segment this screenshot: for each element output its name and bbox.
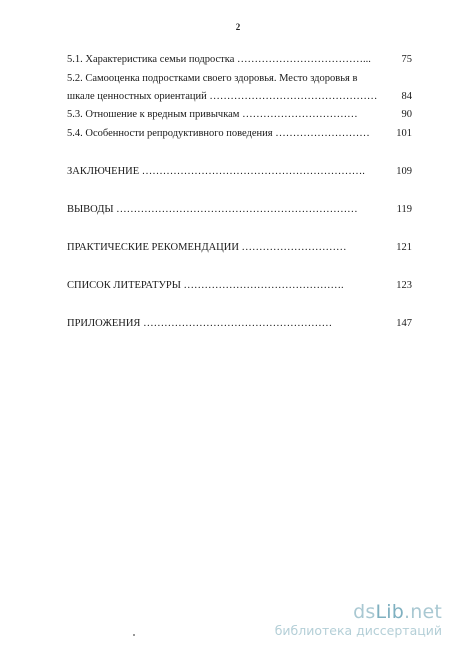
toc-entry-title: 5.4. Особенности репродуктивного поведения ……………………… — [67, 128, 370, 139]
page-number: 2 — [235, 22, 241, 32]
toc-entry-page: 147 — [396, 318, 412, 329]
toc-entry-title: шкале ценностных ориентаций ………………………………………… — [67, 91, 378, 102]
toc-entry-page: 101 — [396, 128, 412, 139]
toc-entry-page: 75 — [401, 54, 412, 65]
toc-entry-appendices — [67, 316, 412, 332]
toc-entry-page: 90 — [401, 109, 412, 120]
watermark-brand-net: .net — [403, 601, 442, 623]
scan-speck — [133, 634, 135, 636]
toc-entry-title: СПИСОК ЛИТЕРАТУРЫ ………………………………………. — [67, 280, 344, 291]
toc-entry-page: 109 — [396, 166, 412, 177]
toc-entry-title: ПРАКТИЧЕСКИЕ РЕКОМЕНДАЦИИ ………………………… — [67, 242, 347, 253]
toc-entry-title: 5.1. Характеристика семьи подростка ………………………………... — [67, 54, 371, 65]
toc-entry-title: ПРИЛОЖЕНИЯ ……………………………………………… — [67, 318, 333, 329]
toc-entry-title: ЗАКЛЮЧЕНИЕ ………………………………………………………. — [67, 166, 365, 177]
toc-entry-recommendations — [67, 240, 412, 256]
watermark-brand-lib: Lib — [375, 601, 404, 623]
toc-entry-page: 84 — [401, 91, 412, 102]
toc-entry — [67, 52, 412, 68]
watermark-brand-ds: ds — [353, 601, 376, 623]
toc-entry-conclusion — [67, 164, 412, 180]
watermark-tagline: библиотека диссертаций — [274, 623, 442, 638]
toc-entry — [67, 107, 412, 123]
toc-entry-title: ВЫВОДЫ …………………………………………………………… — [67, 204, 358, 215]
toc-entry-title: 5.3. Отношение к вредным привычкам …………………………… — [67, 109, 358, 120]
toc-entry-references — [67, 278, 412, 294]
watermark-logo — [275, 601, 442, 623]
toc-entry-page: 121 — [396, 242, 412, 253]
toc-entry-continuation — [67, 89, 412, 105]
toc-entry-page: 123 — [396, 280, 412, 291]
toc-entry-title: 5.2. Самооценка подростками своего здоровья. Место здоровья в — [67, 73, 358, 84]
toc-entry — [67, 71, 412, 87]
watermark — [275, 601, 442, 639]
toc-entry-findings — [67, 202, 412, 218]
toc-entry — [67, 126, 412, 142]
toc-entry-page: 119 — [396, 204, 412, 215]
